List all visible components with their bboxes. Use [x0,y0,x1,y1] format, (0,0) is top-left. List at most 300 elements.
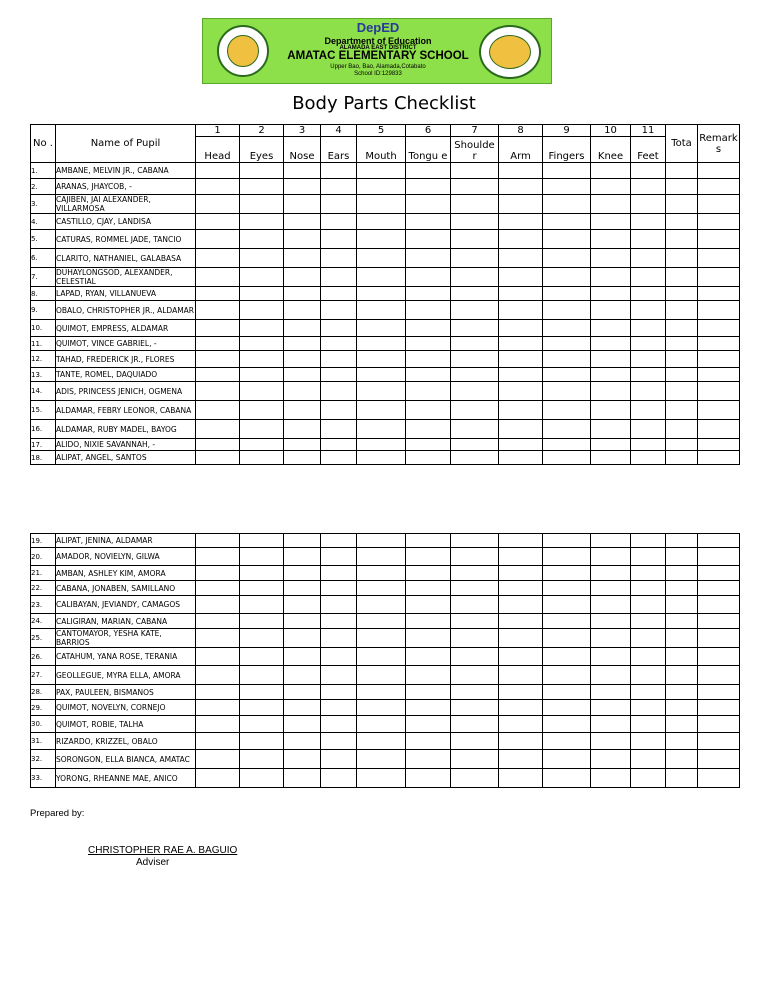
checklist-cell[interactable] [357,769,406,788]
checklist-cell[interactable] [284,420,321,439]
checklist-cell[interactable] [240,685,284,700]
checklist-cell[interactable] [284,733,321,750]
checklist-cell[interactable] [698,368,740,382]
checklist-cell[interactable] [406,301,451,320]
checklist-cell[interactable] [631,666,666,685]
checklist-cell[interactable] [451,548,499,566]
checklist-cell[interactable] [543,320,591,337]
checklist-cell[interactable] [196,382,240,401]
checklist-cell[interactable] [591,249,631,268]
checklist-cell[interactable] [284,581,321,596]
checklist-cell[interactable] [284,548,321,566]
checklist-cell[interactable] [321,214,357,230]
checklist-cell[interactable] [631,230,666,249]
checklist-cell[interactable] [284,716,321,733]
checklist-cell[interactable] [666,230,698,249]
checklist-cell[interactable] [499,439,543,451]
checklist-cell[interactable] [406,548,451,566]
checklist-cell[interactable] [284,534,321,548]
checklist-cell[interactable] [451,195,499,214]
checklist-cell[interactable] [631,548,666,566]
checklist-cell[interactable] [543,716,591,733]
checklist-cell[interactable] [666,548,698,566]
checklist-cell[interactable] [406,320,451,337]
checklist-cell[interactable] [357,214,406,230]
checklist-cell[interactable] [284,214,321,230]
checklist-cell[interactable] [406,733,451,750]
checklist-cell[interactable] [406,163,451,179]
checklist-cell[interactable] [284,249,321,268]
checklist-cell[interactable] [666,666,698,685]
checklist-cell[interactable] [591,368,631,382]
checklist-cell[interactable] [666,401,698,420]
checklist-cell[interactable] [451,320,499,337]
checklist-cell[interactable] [499,666,543,685]
checklist-cell[interactable] [357,581,406,596]
checklist-cell[interactable] [631,320,666,337]
checklist-cell[interactable] [321,581,357,596]
checklist-cell[interactable] [543,596,591,614]
checklist-cell[interactable] [321,596,357,614]
checklist-cell[interactable] [451,614,499,629]
checklist-cell[interactable] [321,614,357,629]
checklist-cell[interactable] [196,700,240,716]
checklist-cell[interactable] [666,301,698,320]
checklist-cell[interactable] [406,666,451,685]
checklist-cell[interactable] [357,351,406,368]
checklist-cell[interactable] [284,769,321,788]
checklist-cell[interactable] [698,548,740,566]
checklist-cell[interactable] [591,439,631,451]
checklist-cell[interactable] [666,648,698,666]
checklist-cell[interactable] [406,451,451,465]
checklist-cell[interactable] [631,685,666,700]
checklist-cell[interactable] [406,439,451,451]
checklist-cell[interactable] [196,214,240,230]
checklist-cell[interactable] [451,179,499,195]
checklist-cell[interactable] [196,163,240,179]
checklist-cell[interactable] [406,685,451,700]
checklist-cell[interactable] [240,179,284,195]
checklist-cell[interactable] [543,230,591,249]
checklist-cell[interactable] [499,420,543,439]
checklist-cell[interactable] [543,214,591,230]
checklist-cell[interactable] [284,195,321,214]
checklist-cell[interactable] [543,301,591,320]
checklist-cell[interactable] [591,548,631,566]
checklist-cell[interactable] [357,750,406,769]
checklist-cell[interactable] [357,548,406,566]
checklist-cell[interactable] [591,716,631,733]
checklist-cell[interactable] [240,700,284,716]
checklist-cell[interactable] [406,534,451,548]
checklist-cell[interactable] [357,700,406,716]
checklist-cell[interactable] [631,733,666,750]
checklist-cell[interactable] [406,769,451,788]
checklist-cell[interactable] [321,230,357,249]
checklist-cell[interactable] [321,337,357,351]
checklist-cell[interactable] [698,685,740,700]
checklist-cell[interactable] [666,733,698,750]
checklist-cell[interactable] [406,179,451,195]
checklist-cell[interactable] [357,566,406,581]
checklist-cell[interactable] [196,614,240,629]
checklist-cell[interactable] [698,566,740,581]
checklist-cell[interactable] [499,401,543,420]
checklist-cell[interactable] [631,401,666,420]
checklist-cell[interactable] [666,163,698,179]
checklist-cell[interactable] [406,401,451,420]
checklist-cell[interactable] [240,195,284,214]
checklist-cell[interactable] [406,214,451,230]
checklist-cell[interactable] [499,614,543,629]
checklist-cell[interactable] [451,382,499,401]
checklist-cell[interactable] [666,451,698,465]
checklist-cell[interactable] [499,249,543,268]
checklist-cell[interactable] [451,214,499,230]
checklist-cell[interactable] [666,629,698,648]
checklist-cell[interactable] [451,451,499,465]
checklist-cell[interactable] [698,320,740,337]
checklist-cell[interactable] [240,581,284,596]
checklist-cell[interactable] [357,287,406,301]
checklist-cell[interactable] [631,648,666,666]
checklist-cell[interactable] [406,420,451,439]
checklist-cell[interactable] [591,614,631,629]
checklist-cell[interactable] [543,179,591,195]
checklist-cell[interactable] [321,700,357,716]
checklist-cell[interactable] [240,230,284,249]
checklist-cell[interactable] [451,769,499,788]
checklist-cell[interactable] [196,534,240,548]
checklist-cell[interactable] [196,439,240,451]
checklist-cell[interactable] [357,534,406,548]
checklist-cell[interactable] [240,451,284,465]
checklist-cell[interactable] [284,163,321,179]
checklist-cell[interactable] [666,249,698,268]
checklist-cell[interactable] [698,700,740,716]
checklist-cell[interactable] [666,700,698,716]
checklist-cell[interactable] [321,439,357,451]
checklist-cell[interactable] [357,249,406,268]
checklist-cell[interactable] [240,249,284,268]
checklist-cell[interactable] [499,179,543,195]
checklist-cell[interactable] [543,163,591,179]
checklist-cell[interactable] [196,420,240,439]
checklist-cell[interactable] [240,337,284,351]
checklist-cell[interactable] [406,382,451,401]
checklist-cell[interactable] [321,195,357,214]
checklist-cell[interactable] [451,685,499,700]
checklist-cell[interactable] [357,596,406,614]
checklist-cell[interactable] [591,566,631,581]
checklist-cell[interactable] [543,629,591,648]
checklist-cell[interactable] [499,716,543,733]
checklist-cell[interactable] [321,351,357,368]
checklist-cell[interactable] [666,534,698,548]
checklist-cell[interactable] [666,287,698,301]
checklist-cell[interactable] [591,733,631,750]
checklist-cell[interactable] [357,195,406,214]
checklist-cell[interactable] [451,268,499,287]
checklist-cell[interactable] [321,268,357,287]
checklist-cell[interactable] [698,439,740,451]
checklist-cell[interactable] [499,700,543,716]
checklist-cell[interactable] [543,439,591,451]
checklist-cell[interactable] [499,733,543,750]
checklist-cell[interactable] [406,629,451,648]
checklist-cell[interactable] [321,179,357,195]
checklist-cell[interactable] [240,566,284,581]
checklist-cell[interactable] [240,596,284,614]
checklist-cell[interactable] [631,337,666,351]
checklist-cell[interactable] [591,287,631,301]
checklist-cell[interactable] [284,268,321,287]
checklist-cell[interactable] [591,581,631,596]
checklist-cell[interactable] [451,700,499,716]
checklist-cell[interactable] [321,666,357,685]
checklist-cell[interactable] [543,666,591,685]
checklist-cell[interactable] [284,596,321,614]
checklist-cell[interactable] [284,451,321,465]
checklist-cell[interactable] [591,179,631,195]
checklist-cell[interactable] [631,268,666,287]
checklist-cell[interactable] [196,268,240,287]
checklist-cell[interactable] [196,287,240,301]
checklist-cell[interactable] [284,287,321,301]
checklist-cell[interactable] [451,733,499,750]
checklist-cell[interactable] [698,301,740,320]
checklist-cell[interactable] [240,548,284,566]
checklist-cell[interactable] [543,420,591,439]
checklist-cell[interactable] [406,351,451,368]
checklist-cell[interactable] [240,301,284,320]
checklist-cell[interactable] [357,230,406,249]
checklist-cell[interactable] [196,230,240,249]
checklist-cell[interactable] [666,420,698,439]
checklist-cell[interactable] [196,750,240,769]
checklist-cell[interactable] [406,368,451,382]
checklist-cell[interactable] [321,163,357,179]
checklist-cell[interactable] [240,214,284,230]
checklist-cell[interactable] [631,451,666,465]
checklist-cell[interactable] [357,666,406,685]
checklist-cell[interactable] [698,179,740,195]
checklist-cell[interactable] [196,249,240,268]
checklist-cell[interactable] [591,534,631,548]
checklist-cell[interactable] [196,337,240,351]
checklist-cell[interactable] [543,769,591,788]
checklist-cell[interactable] [543,351,591,368]
checklist-cell[interactable] [357,268,406,287]
checklist-cell[interactable] [321,716,357,733]
checklist-cell[interactable] [284,685,321,700]
checklist-cell[interactable] [196,351,240,368]
checklist-cell[interactable] [499,451,543,465]
checklist-cell[interactable] [196,581,240,596]
checklist-cell[interactable] [631,420,666,439]
checklist-cell[interactable] [284,750,321,769]
checklist-cell[interactable] [591,230,631,249]
checklist-cell[interactable] [543,581,591,596]
checklist-cell[interactable] [284,401,321,420]
checklist-cell[interactable] [284,700,321,716]
checklist-cell[interactable] [196,368,240,382]
checklist-cell[interactable] [284,320,321,337]
checklist-cell[interactable] [451,750,499,769]
checklist-cell[interactable] [698,648,740,666]
checklist-cell[interactable] [543,733,591,750]
checklist-cell[interactable] [357,685,406,700]
checklist-cell[interactable] [451,351,499,368]
checklist-cell[interactable] [240,769,284,788]
checklist-cell[interactable] [451,666,499,685]
checklist-cell[interactable] [543,648,591,666]
checklist-cell[interactable] [284,614,321,629]
checklist-cell[interactable] [451,401,499,420]
checklist-cell[interactable] [284,382,321,401]
checklist-cell[interactable] [321,733,357,750]
checklist-cell[interactable] [284,566,321,581]
checklist-cell[interactable] [321,382,357,401]
checklist-cell[interactable] [321,769,357,788]
checklist-cell[interactable] [321,629,357,648]
checklist-cell[interactable] [698,163,740,179]
checklist-cell[interactable] [698,382,740,401]
checklist-cell[interactable] [666,439,698,451]
checklist-cell[interactable] [666,596,698,614]
checklist-cell[interactable] [499,351,543,368]
checklist-cell[interactable] [451,163,499,179]
checklist-cell[interactable] [451,439,499,451]
checklist-cell[interactable] [591,214,631,230]
checklist-cell[interactable] [631,287,666,301]
checklist-cell[interactable] [240,750,284,769]
checklist-cell[interactable] [543,368,591,382]
checklist-cell[interactable] [666,685,698,700]
checklist-cell[interactable] [591,629,631,648]
checklist-cell[interactable] [240,716,284,733]
checklist-cell[interactable] [321,301,357,320]
checklist-cell[interactable] [591,382,631,401]
checklist-cell[interactable] [196,733,240,750]
checklist-cell[interactable] [499,268,543,287]
checklist-cell[interactable] [631,700,666,716]
checklist-cell[interactable] [240,648,284,666]
checklist-cell[interactable] [499,566,543,581]
checklist-cell[interactable] [666,382,698,401]
checklist-cell[interactable] [631,566,666,581]
checklist-cell[interactable] [698,534,740,548]
checklist-cell[interactable] [591,320,631,337]
checklist-cell[interactable] [196,301,240,320]
checklist-cell[interactable] [321,648,357,666]
checklist-cell[interactable] [499,596,543,614]
checklist-cell[interactable] [631,195,666,214]
checklist-cell[interactable] [666,268,698,287]
checklist-cell[interactable] [406,648,451,666]
checklist-cell[interactable] [240,320,284,337]
checklist-cell[interactable] [451,230,499,249]
checklist-cell[interactable] [698,716,740,733]
checklist-cell[interactable] [698,451,740,465]
checklist-cell[interactable] [406,287,451,301]
checklist-cell[interactable] [406,581,451,596]
checklist-cell[interactable] [591,301,631,320]
checklist-cell[interactable] [543,685,591,700]
checklist-cell[interactable] [240,163,284,179]
checklist-cell[interactable] [357,337,406,351]
checklist-cell[interactable] [499,301,543,320]
checklist-cell[interactable] [631,214,666,230]
checklist-cell[interactable] [357,733,406,750]
checklist-cell[interactable] [451,287,499,301]
checklist-cell[interactable] [284,368,321,382]
checklist-cell[interactable] [543,548,591,566]
checklist-cell[interactable] [321,451,357,465]
checklist-cell[interactable] [631,596,666,614]
checklist-cell[interactable] [543,750,591,769]
checklist-cell[interactable] [543,249,591,268]
checklist-cell[interactable] [631,163,666,179]
checklist-cell[interactable] [591,195,631,214]
checklist-cell[interactable] [543,287,591,301]
checklist-cell[interactable] [631,439,666,451]
checklist-cell[interactable] [499,320,543,337]
checklist-cell[interactable] [666,368,698,382]
checklist-cell[interactable] [591,666,631,685]
checklist-cell[interactable] [406,195,451,214]
checklist-cell[interactable] [499,648,543,666]
checklist-cell[interactable] [406,700,451,716]
checklist-cell[interactable] [451,301,499,320]
checklist-cell[interactable] [591,750,631,769]
checklist-cell[interactable] [357,382,406,401]
checklist-cell[interactable] [240,439,284,451]
checklist-cell[interactable] [284,337,321,351]
checklist-cell[interactable] [543,451,591,465]
checklist-cell[interactable] [284,666,321,685]
checklist-cell[interactable] [631,179,666,195]
checklist-cell[interactable] [406,566,451,581]
checklist-cell[interactable] [196,666,240,685]
checklist-cell[interactable] [499,230,543,249]
checklist-cell[interactable] [196,451,240,465]
checklist-cell[interactable] [631,769,666,788]
checklist-cell[interactable] [357,451,406,465]
checklist-cell[interactable] [499,769,543,788]
checklist-cell[interactable] [451,534,499,548]
checklist-cell[interactable] [196,566,240,581]
checklist-cell[interactable] [321,287,357,301]
checklist-cell[interactable] [591,769,631,788]
checklist-cell[interactable] [406,750,451,769]
checklist-cell[interactable] [591,420,631,439]
checklist-cell[interactable] [543,382,591,401]
checklist-cell[interactable] [698,420,740,439]
checklist-cell[interactable] [666,769,698,788]
checklist-cell[interactable] [357,716,406,733]
checklist-cell[interactable] [666,195,698,214]
checklist-cell[interactable] [631,581,666,596]
checklist-cell[interactable] [321,750,357,769]
checklist-cell[interactable] [631,716,666,733]
checklist-cell[interactable] [666,750,698,769]
checklist-cell[interactable] [631,614,666,629]
checklist-cell[interactable] [499,629,543,648]
checklist-cell[interactable] [698,230,740,249]
checklist-cell[interactable] [631,249,666,268]
